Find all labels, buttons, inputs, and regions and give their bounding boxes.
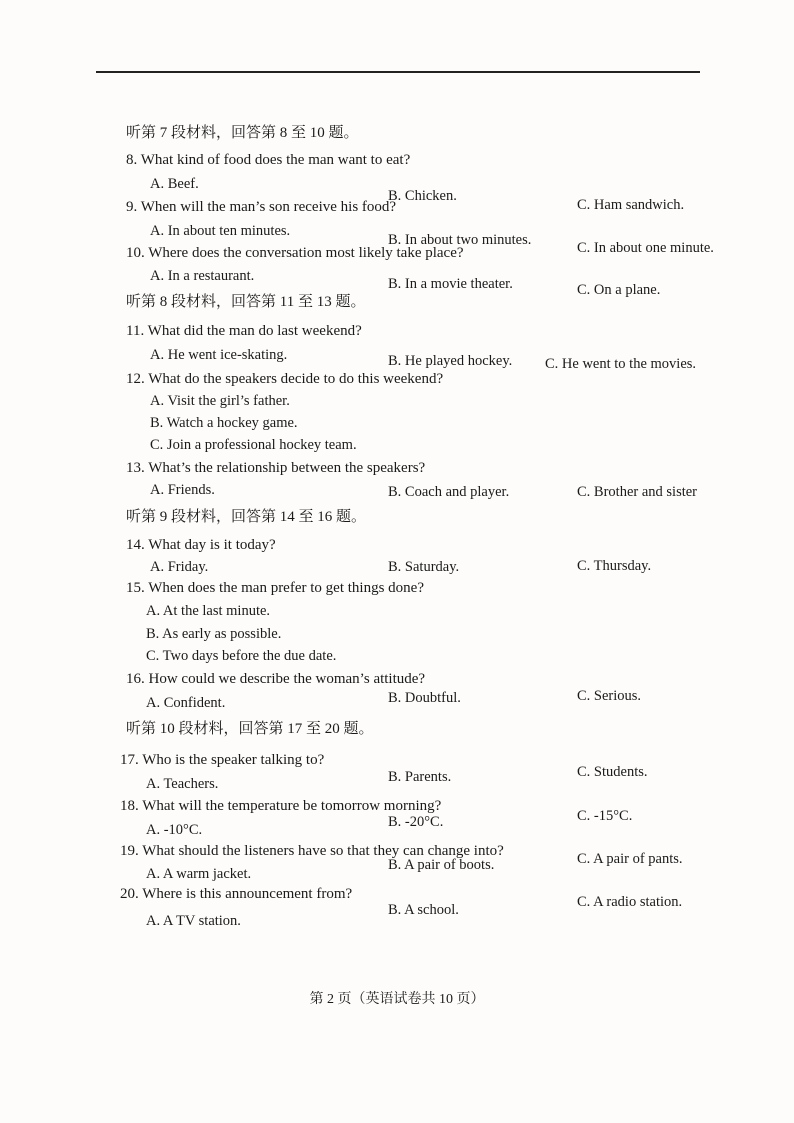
option-14b: B. Saturday.	[388, 559, 460, 575]
option-10c: C. On a plane.	[577, 282, 661, 298]
question-12: 12. What do the speakers decide to do this weekend?	[126, 371, 444, 387]
section-heading: 听第 9 段材料，回答第 14 至 16 题。	[126, 509, 367, 525]
option-17a: A. Teachers.	[146, 776, 219, 792]
option-20b: B. A school.	[388, 902, 459, 918]
option-15a: A. At the last minute.	[146, 603, 271, 619]
option-18c: C. -15°C.	[577, 808, 633, 824]
question-17: 17. Who is the speaker talking to?	[120, 752, 325, 768]
page-footer: 第 2 页（英语试卷共 10 页）	[309, 992, 485, 1007]
option-12a: A. Visit the girl’s father.	[150, 393, 290, 409]
question-18: 18. What will the temperature be tomorrow morning?	[120, 798, 442, 814]
option-17b: B. Parents.	[388, 769, 452, 785]
option-10b: B. In a movie theater.	[388, 276, 513, 292]
option-13a: A. Friends.	[150, 482, 215, 498]
section-heading: 听第 10 段材料，回答第 17 至 20 题。	[126, 721, 374, 737]
option-11a: A. He went ice-skating.	[150, 347, 288, 363]
option-14c: C. Thursday.	[577, 558, 652, 574]
section-heading: 听第 8 段材料，回答第 11 至 13 题。	[126, 294, 366, 310]
option-20c: C. A radio station.	[577, 894, 683, 910]
option-20a: A. A TV station.	[146, 913, 241, 929]
option-17c: C. Students.	[577, 764, 648, 780]
option-8b: B. Chicken.	[388, 188, 457, 204]
option-15c: C. Two days before the due date.	[146, 648, 337, 664]
question-8: 8. What kind of food does the man want to eat?	[126, 152, 411, 168]
question-9: 9. When will the man’s son receive his food?	[126, 199, 397, 215]
question-20: 20. Where is this announcement from?	[120, 886, 353, 902]
option-16c: C. Serious.	[577, 688, 642, 704]
option-19c: C. A pair of pants.	[577, 851, 683, 867]
option-9a: A. In about ten minutes.	[150, 223, 291, 239]
option-16b: B. Doubtful.	[388, 690, 461, 706]
question-13: 13. What’s the relationship between the speakers?	[126, 460, 426, 476]
option-13c: C. Brother and sister	[577, 484, 698, 500]
option-10a: A. In a restaurant.	[150, 268, 255, 284]
question-10: 10. Where does the conversation most likely take place?	[126, 245, 464, 261]
option-19a: A. A warm jacket.	[146, 866, 252, 882]
question-15: 15. When does the man prefer to get things done?	[126, 580, 424, 596]
option-16a: A. Confident.	[146, 695, 226, 711]
option-18a: A. -10°C.	[146, 822, 203, 838]
section-heading: 听第 7 段材料，回答第 8 至 10 题。	[126, 125, 359, 141]
option-9b: B. In about two minutes.	[388, 232, 532, 248]
question-16: 16. How could we describe the woman’s attitude?	[126, 671, 426, 687]
option-19b: B. A pair of boots.	[388, 857, 495, 873]
option-13b: B. Coach and player.	[388, 484, 510, 500]
question-19: 19. What should the listeners have so that they can change into?	[120, 843, 504, 859]
option-15b: B. As early as possible.	[146, 626, 282, 642]
option-14a: A. Friday.	[150, 559, 209, 575]
option-11b: B. He played hockey.	[388, 353, 513, 369]
option-12b: B. Watch a hockey game.	[150, 415, 298, 431]
option-8c: C. Ham sandwich.	[577, 197, 685, 213]
option-12c: C. Join a professional hockey team.	[150, 437, 357, 453]
option-11c: C. He went to the movies.	[545, 356, 697, 372]
option-8a: A. Beef.	[150, 176, 199, 192]
option-18b: B. -20°C.	[388, 814, 444, 830]
question-11: 11. What did the man do last weekend?	[126, 323, 362, 339]
option-9c: C. In about one minute.	[577, 240, 714, 256]
question-14: 14. What day is it today?	[126, 537, 276, 553]
